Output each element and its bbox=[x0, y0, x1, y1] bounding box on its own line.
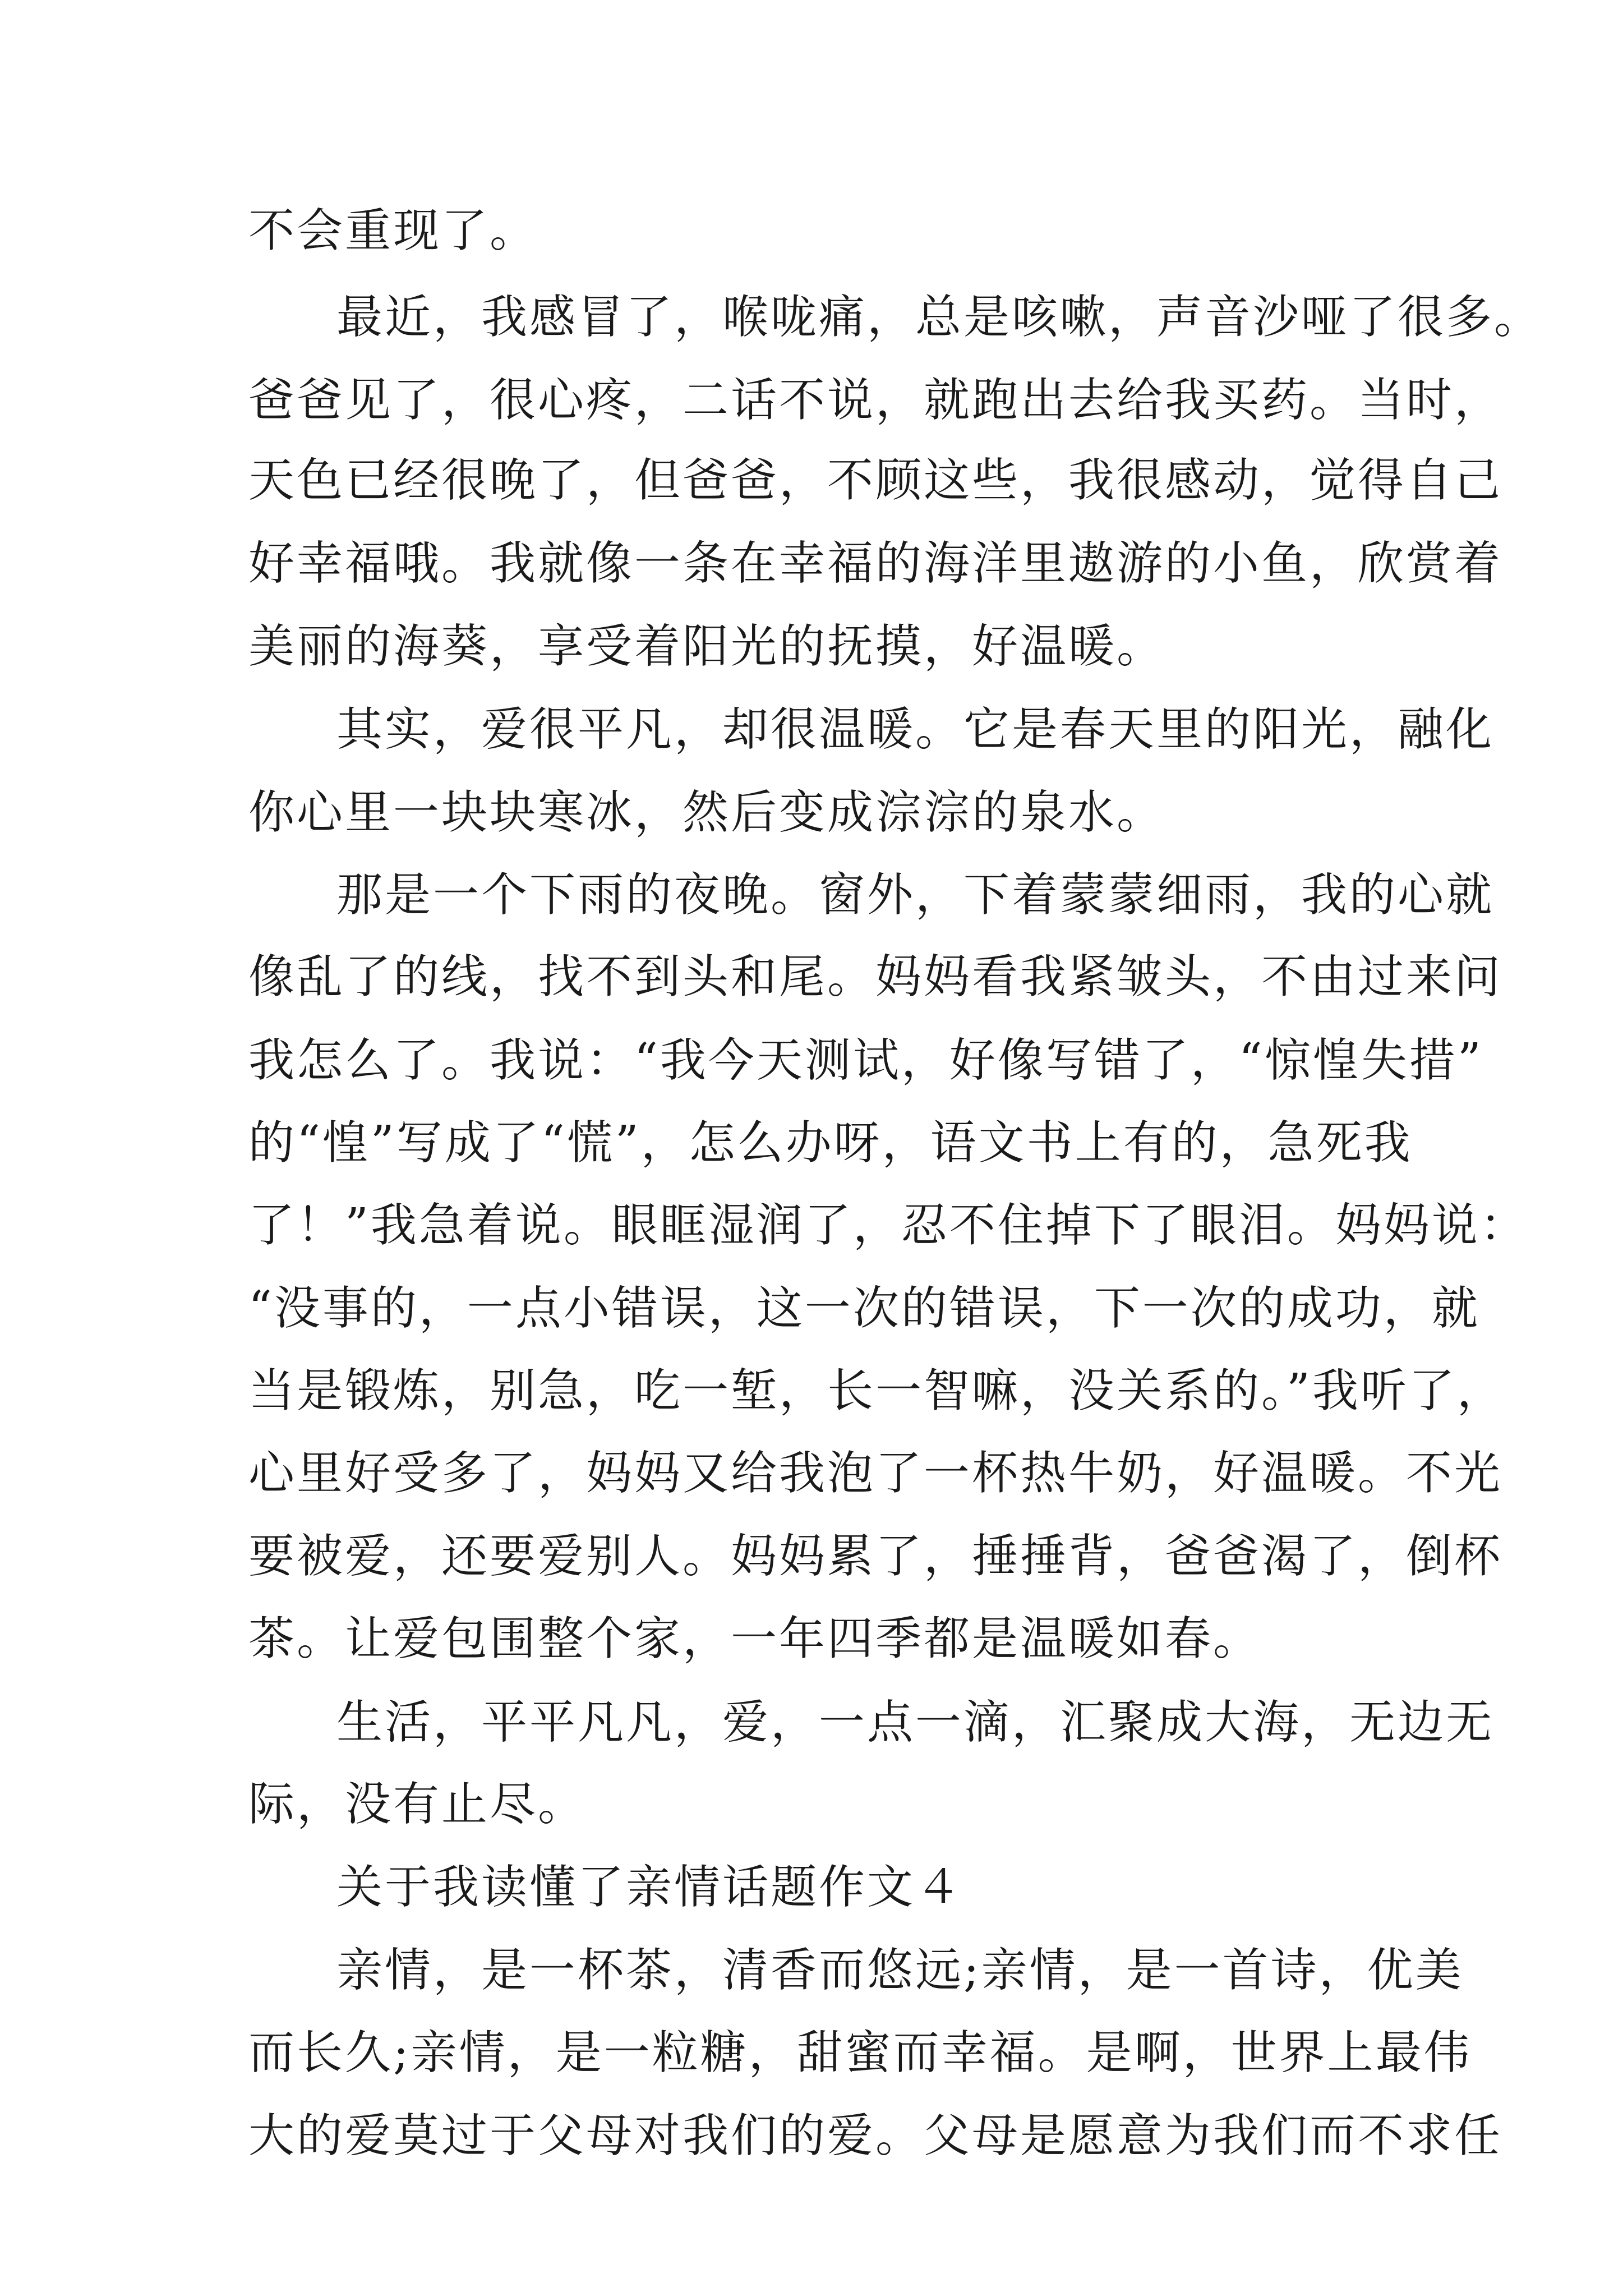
text-line: 你心里一块块寒冰，然后变成淙淙的泉水。 bbox=[248, 786, 1165, 839]
text-line: 亲情，是一杯茶，清香而悠远;亲情，是一首诗，优美 bbox=[336, 1944, 1464, 1997]
text-line: 我怎么了。我说：“我今天测试，好像写错了，“惊惶失措” bbox=[248, 1034, 1483, 1087]
text-line: 茶。让爱包围整个家，一年四季都是温暖如春。 bbox=[248, 1612, 1262, 1665]
text-line: 而长久;亲情，是一粒糖，甜蜜而幸福。是啊，世界上最伟 bbox=[248, 2026, 1472, 2079]
text-line: 那是一个下雨的夜晚。窗外，下着蒙蒙细雨，我的心就 bbox=[336, 868, 1495, 922]
text-line: 美丽的海葵，享受着阳光的抚摸，好温暖。 bbox=[248, 620, 1165, 673]
text-line: 天色已经很晚了，但爸爸，不顾这些，我很感动，觉得自己 bbox=[248, 454, 1503, 507]
text-line: 像乱了的线，找不到头和尾。妈妈看我紧皱头，不由过来问 bbox=[248, 950, 1503, 1004]
text-line: 大的爱莫过于父母对我们的爱。父母是愿意为我们而不求任 bbox=[248, 2109, 1503, 2162]
section-heading: 关于我读懂了亲情话题作文４ bbox=[336, 1861, 964, 1914]
text-line: 爸爸见了，很心疼，二话不说，就跑出去给我买药。当时， bbox=[248, 374, 1503, 427]
text-line: 好幸福哦。我就像一条在幸福的海洋里遨游的小鱼，欣赏着 bbox=[248, 537, 1503, 590]
text-line: 当是锻炼，别急，吃一堑，长一智嘛，没关系的。”我听了， bbox=[248, 1364, 1505, 1418]
text-line: 不会重现了。 bbox=[248, 204, 538, 257]
text-line: 要被爱，还要爱别人。妈妈累了，捶捶背，爸爸渴了，倒杯 bbox=[248, 1530, 1503, 1583]
text-line: “没事的，一点小错误，这一次的错误，下一次的成功，就 bbox=[248, 1282, 1480, 1335]
text-line: 的“惶”写成了“慌”，怎么办呀，语文书上有的，急死我 bbox=[248, 1116, 1413, 1170]
text-line: 心里好受多了，妈妈又给我泡了一杯热牛奶，好温暖。不光 bbox=[248, 1447, 1503, 1500]
text-line: 最近，我感冒了，喉咙痛，总是咳嗽，声音沙哑了很多。 bbox=[336, 291, 1543, 344]
text-line: 其实，爱很平凡，却很温暖。它是春天里的阳光，融化 bbox=[336, 703, 1495, 756]
text-line: 际，没有止尽。 bbox=[248, 1778, 587, 1831]
text-line: 生活，平平凡凡，爱，一点一滴，汇聚成大海，无边无 bbox=[336, 1696, 1495, 1749]
text-line: 了！”我急着说。眼眶湿润了，忍不住掉下了眼泪。妈妈说： bbox=[248, 1199, 1528, 1252]
